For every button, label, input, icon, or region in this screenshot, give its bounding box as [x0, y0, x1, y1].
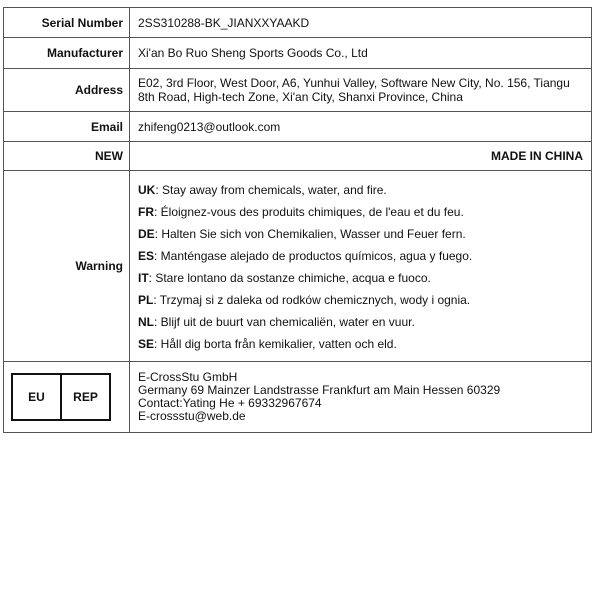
warning-line	[138, 223, 583, 245]
address-label: Address	[4, 69, 130, 112]
manufacturer-label: Manufacturer	[4, 38, 130, 69]
eu-rep-email: E-crossstu@web.de	[138, 409, 246, 423]
warning-lang-code: DE	[138, 227, 155, 241]
warning-texts	[130, 171, 592, 362]
warning-text: : Håll dig borta från kemikalier, vatten och eld.	[154, 337, 397, 351]
warning-line	[138, 245, 583, 267]
manufacturer-row	[4, 38, 592, 69]
warning-lang-code: IT	[138, 271, 149, 285]
eu-rep-address: Germany 69 Mainzer Landstrasse Frankfurt am Main Hessen 60329	[138, 383, 501, 397]
warning-text: : Stay away from chemicals, water, and fire.	[155, 183, 387, 197]
eu-rep-details	[130, 362, 592, 433]
eu-rep-contact: Contact:Yating He + 69332967674	[138, 396, 322, 410]
eu-rep-company: E-CrossStu GmbH	[138, 370, 238, 384]
warning-text: : Manténgase alejado de productos químicos, agua y fuego.	[154, 249, 473, 263]
warning-lang-code: PL	[138, 293, 154, 307]
new-label: NEW	[4, 142, 130, 171]
warning-line	[138, 201, 583, 223]
warning-line	[138, 333, 583, 355]
eu-badge-text: EU	[28, 390, 45, 404]
warning-lang-code: SE	[138, 337, 155, 351]
rep-badge-text: REP	[60, 375, 109, 419]
warning-text: : Halten Sie sich von Chemikalien, Wasser und Feuer fern.	[154, 227, 466, 241]
made-in-label: MADE IN CHINA	[130, 142, 592, 171]
email-value: zhifeng0213@outlook.com	[130, 112, 592, 142]
address-row	[4, 69, 592, 112]
warning-text: : Stare lontano da sostanze chimiche, acqua e fuoco.	[148, 271, 431, 285]
product-label-table	[3, 7, 592, 433]
email-label: Email	[4, 112, 130, 142]
manufacturer-value: Xi'an Bo Ruo Sheng Sports Goods Co., Ltd	[130, 38, 592, 69]
status-row	[4, 142, 592, 171]
warning-text: : Blijf uit de buurt van chemicaliën, water en vuur.	[154, 315, 415, 329]
eu-rep-row	[4, 362, 592, 433]
warning-line	[138, 289, 583, 311]
warning-text: : Trzymaj si z daleka od rodków chemicznych, wody i ognia.	[153, 293, 471, 307]
serial-value: 2SS310288-BK_JIANXXYAAKD	[130, 8, 592, 38]
serial-row	[4, 8, 592, 38]
serial-label: Serial Number	[4, 8, 130, 38]
warning-lang-code: FR	[138, 205, 154, 219]
warning-list	[138, 171, 583, 361]
warning-label: Warning	[4, 171, 130, 362]
address-value: E02, 3rd Floor, West Door, A6, Yunhui Valley, Software New City, No. 156, Tiangu 8th Road, High-tech Zone, Xi'an City, Shanxi Province, China	[130, 69, 592, 112]
warning-lang-code: NL	[138, 315, 154, 329]
warning-row	[4, 171, 592, 362]
email-row	[4, 112, 592, 142]
warning-line	[138, 179, 583, 201]
warning-text: : Éloignez-vous des produits chimiques, de l'eau et du feu.	[154, 205, 464, 219]
eu-rep-badge-cell	[4, 362, 130, 433]
warning-line	[138, 267, 583, 289]
warning-lang-code: ES	[138, 249, 155, 263]
warning-lang-code: UK	[138, 183, 156, 197]
warning-line	[138, 311, 583, 333]
eu-rep-badge	[11, 373, 111, 421]
